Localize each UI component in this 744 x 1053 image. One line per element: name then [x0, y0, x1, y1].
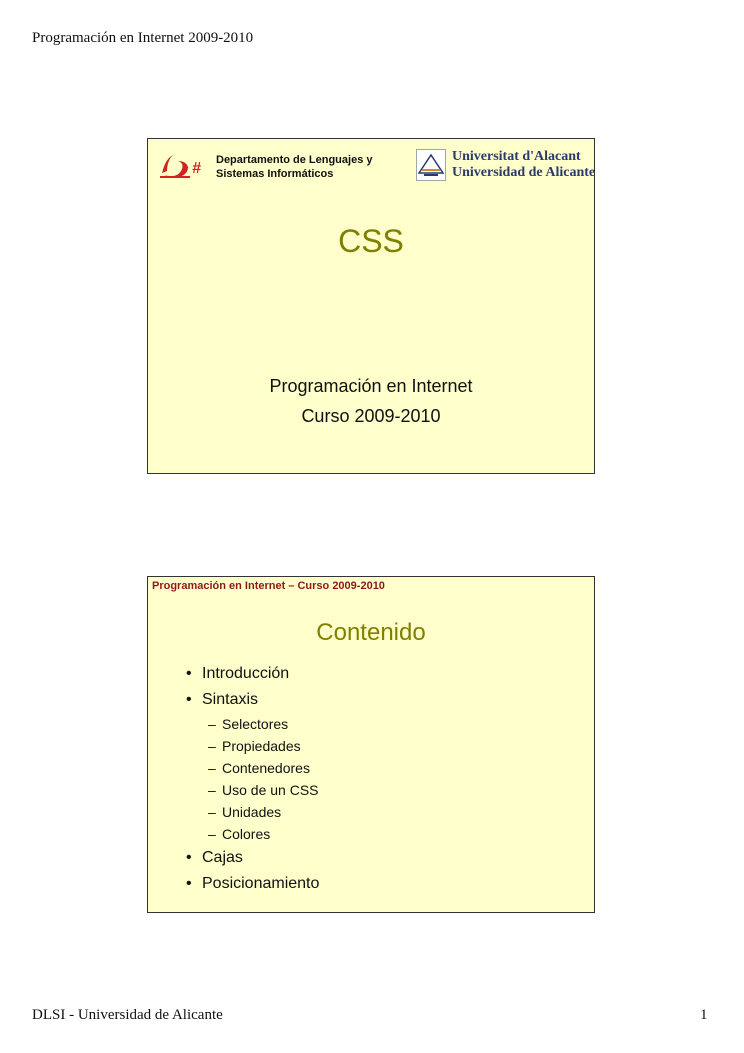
university-name-spanish: Universidad de Alicante — [452, 165, 596, 180]
course-name: Programación en Internet — [269, 376, 473, 396]
page-header: Programación en Internet 2009-2010 — [32, 30, 254, 46]
slide-contents-title: Contenido — [316, 619, 426, 646]
slide-title — [147, 138, 595, 474]
svg-text:#: # — [192, 160, 201, 177]
department-line-2: Sistemas Informáticos — [216, 168, 334, 180]
contents-list — [184, 661, 319, 897]
slide-contents — [147, 576, 595, 913]
page-number: 1 — [700, 1007, 708, 1023]
university-name — [452, 149, 595, 181]
slide-main-title: CSS — [338, 223, 404, 259]
list-item: • Introducción — [184, 661, 319, 687]
university-name-valencian: Universitat d'Alacant — [452, 149, 581, 164]
list-item: – Colores — [184, 823, 319, 845]
list-item: – Uso de un CSS — [184, 779, 319, 801]
page-footer: DLSI - Universidad de Alicante — [32, 1007, 223, 1023]
list-item: • Posicionamiento — [184, 871, 319, 897]
list-item: – Propiedades — [184, 735, 319, 757]
list-item: – Unidades — [184, 801, 319, 823]
department-name — [216, 153, 373, 181]
list-item: – Selectores — [184, 713, 319, 735]
list-item: • Sintaxis — [184, 687, 319, 713]
slide-header: Programación en Internet – Curso 2009-2010 — [152, 580, 385, 592]
list-item: • Cajas — [184, 845, 319, 871]
university-logo — [416, 149, 596, 183]
university-emblem-icon — [416, 149, 446, 181]
list-item: – Contenedores — [184, 757, 319, 779]
dlsi-logo — [158, 151, 210, 181]
course-year: Curso 2009-2010 — [301, 406, 441, 426]
department-line-1: Departamento de Lenguajes y — [216, 154, 373, 166]
